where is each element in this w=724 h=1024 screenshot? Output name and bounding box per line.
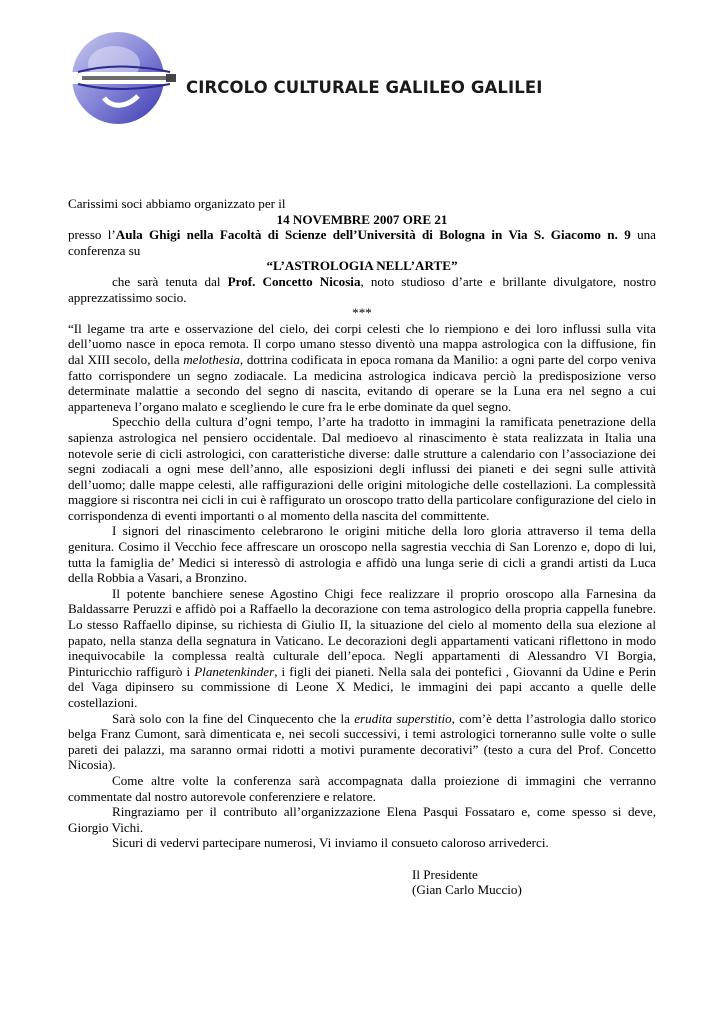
galileo-sphere-logo	[68, 28, 178, 133]
body-paragraph-1	[68, 321, 656, 415]
p5-italic: erudita superstitio	[354, 710, 452, 726]
p5-text-a: Sarà solo con la fine del Cinquecento che la	[112, 710, 355, 726]
p1-text-b: , dottrina codificata in epoca romana da Manilio: a ogni parte del corpo veniva fatto corrispondere un segno zodiacale. La medicina astrologica indicava perciò la predisposizione verso determinate malattie a secondo del segno di nascita, evitando di operare se la Luna era nel segno a cui apparteneva l’organo malato e scegliendo le cure fra le erbe dominate da quel segno.	[68, 351, 656, 414]
signature-name: (Gian Carlo Muccio)	[412, 882, 522, 898]
letterhead	[0, 0, 724, 140]
spacer	[68, 851, 656, 867]
p4-text-a: Il potente banchiere senese Agostino Chigi fece realizzare il proprio oroscopo alla Farnesina da Baldassarre Peruzzi e affidò poi a Raffaello la decorazione con tema astrologico della propria cappella funebre. Lo stesso Raffaello dipinse, su richiesta di Giulio II, la situazione del cielo al momento della sua elezione al papato, nella stanza della segnatura in Vaticano. Le decorazioni degli appartamenti vaticani riflettono in modo inequivocabile la complessa realtà culturale dell’epoca. Negli appartamenti di Alessandro VI Borgia, Pinturicchio raffigurò i	[68, 585, 656, 679]
venue-paragraph	[68, 227, 656, 258]
venue-prefix: presso l’	[68, 227, 116, 243]
organization-name: CIRCOLO CULTURALE GALILEO GALILEI	[186, 78, 543, 97]
body-paragraph-5	[68, 711, 656, 773]
speaker-prefix: che sarà tenuta dal	[112, 273, 228, 289]
signature-role: Il Presidente	[412, 866, 478, 882]
event-date: 14 NOVEMBRE 2007 ORE 21	[276, 211, 448, 227]
body-paragraph-3: I signori del rinascimento celebrarono le origini mitiche della loro gloria attraverso il tema della genitura. Cosimo il Vecchio fece affrescare un oroscopo nella sagrestia vecchia di San Lorenzo e, dopo di lui, tutta la famiglia de’ Medici si interessò di astrologia e affidò una lunga serie di cicli a grandi artisti da Luca della Robbia a Vasari, a Bronzino.	[68, 523, 656, 586]
p4-text-b: , i figli dei pianeti. Nella sala dei pontefici , Giovanni da Udine e Perin del Vaga dipinsero su commissione di Leone X Medici, le immagini dei papi accanto a quelle delle costellazioni.	[68, 663, 656, 710]
p5-text-b: , com’è detta l’astrologia dallo storico belga Franz Cumont, sarà dimenticata e, nei secoli successivi, i temi astrologici torneranno sulle volte o sulle pareti dei palazzi, ma saranno ormai ridotti a motivi puramente decorativi” (testo a cura del Prof. Concetto Nicosia).	[68, 710, 656, 773]
section-separator: ***	[352, 305, 372, 321]
body-paragraph-4	[68, 586, 656, 711]
speaker-suffix: , noto studioso d’arte e brillante divulgatore, nostro apprezzatissimo socio.	[68, 273, 656, 305]
p4-italic: Planetenkinder	[194, 663, 275, 679]
speaker-name: Prof. Concetto Nicosia	[227, 273, 361, 289]
body-paragraph-6: Come altre volte la conferenza sarà accompagnata dalla proiezione di immagini che verranno commentate dal nostro autorevole conferenziere e relatore.	[68, 772, 656, 804]
invitation-letter	[68, 196, 656, 898]
body-paragraph-2: Specchio della cultura d’ogni tempo, l’arte ha tradotto in immagini la ramificata penetrazione della sapienza astrologica nel pensiero occidentale. Dal medioevo al rinascimento è stata realizzata in Italia una notevole serie di cicli astrologici, con caratteristiche diverse: dalle strutture a calendario con l’associazione dei segni zodiacali a ogni mese dell’anno, alle esposizioni degli influssi dei pianeti e dei segni sulle attività dell’uomo; dalle mappe celesti, alle raffigurazioni delle origini mitologiche delle costellazioni. La complessità maggiore si riscontra nei cicli in cui è raffigurato un oroscopo tratto della particolare configurazione del cielo in corrispondenza di eventi importanti o al momento della nascita del committente.	[68, 414, 656, 523]
venue-name: Aula Ghigi nella Facoltà di Scienze dell’Università di Bologna in Via S. Giacomo n. 9	[115, 227, 631, 243]
p1-text-a: “Il legame tra arte e osservazione del cielo, dei corpi celesti che lo riempiono e dei loro influssi sulla vita dell’uomo nasce in epoca remota. Il corpo umano stesso diventò una mappa astrologica con la diffusione, fin dal XIII secolo, della	[68, 320, 656, 367]
body-paragraph-7: Ringraziamo per il contributo all’organizzazione Elena Pasqui Fossataro e, come spesso si deve, Giorgio Vichi.	[68, 804, 656, 835]
speaker-paragraph	[68, 274, 656, 305]
greeting: Carissimi soci abbiamo organizzato per il	[68, 196, 286, 211]
body-paragraph-8: Sicuri di vedervi partecipare numerosi, Vi inviamo il consueto caloroso arrivederci.	[112, 835, 549, 851]
conference-title: “L’ASTROLOGIA NELL’ARTE”	[266, 258, 458, 274]
p1-italic: melothesia	[183, 351, 240, 367]
venue-suffix: una conferenza su	[68, 227, 656, 258]
